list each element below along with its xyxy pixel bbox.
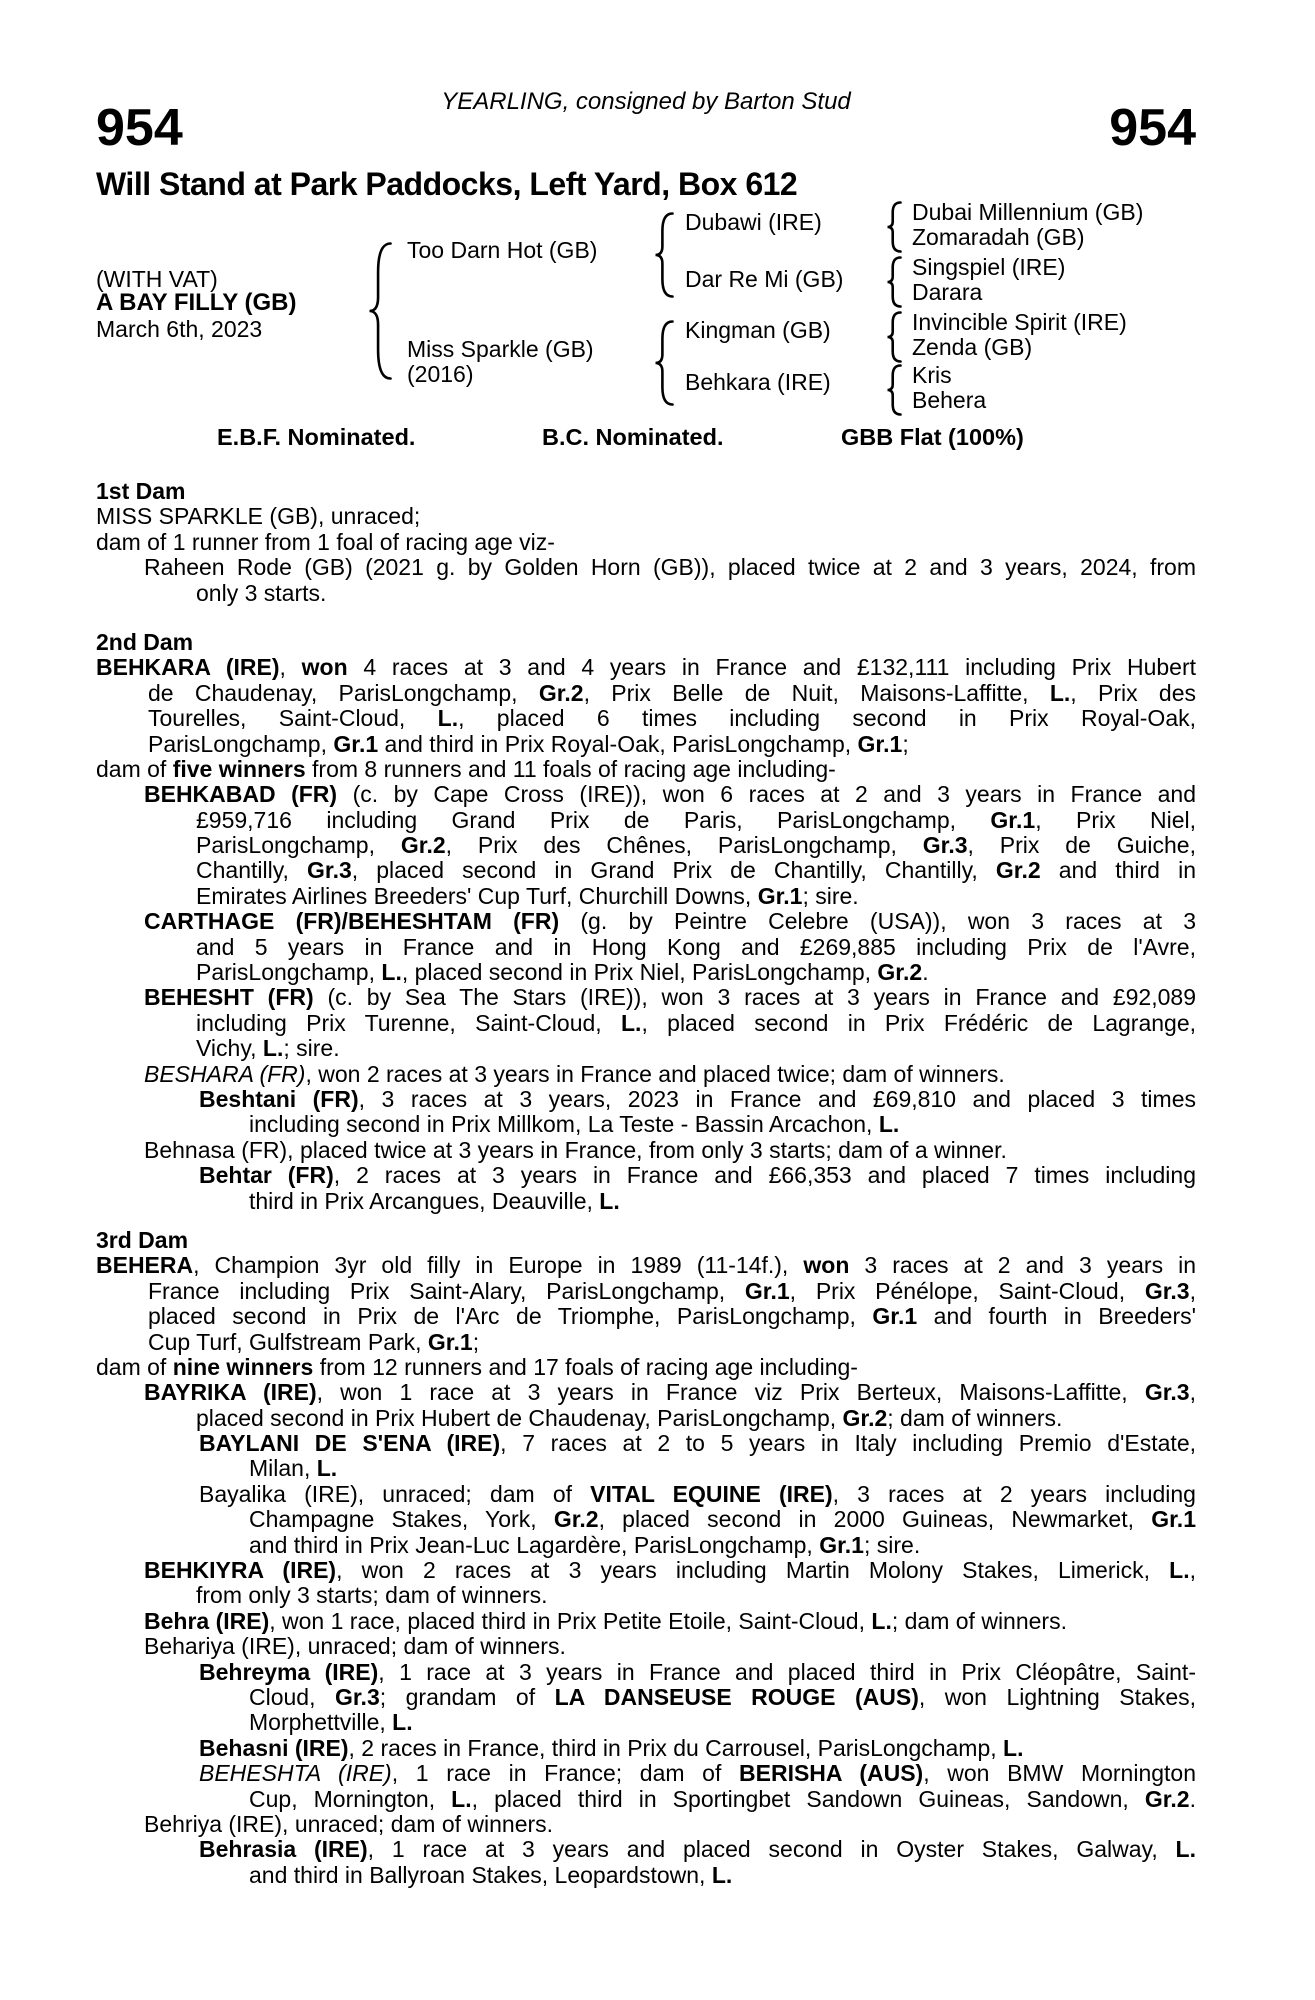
dam-section-heading: 1st Dam [96,478,186,504]
pedigree-text-line: dam of 1 runner from 1 foal of racing age viz- [96,528,555,555]
gen2-dam-sire: Kingman (GB) [685,317,831,343]
pedigree-text-line: Raheen Rode (GB) (2021 g. by Golden Horn (GB)), placed twice at 2 and 3 years, 2024, from [144,554,1196,581]
pedigree-text-line: Cloud, Gr.3; grandam of LA DANSEUSE ROUGE (AUS), won Lightning Stakes, [249,1683,1197,1710]
pedigree-text-line: Bayalika (IRE), unraced; dam of VITAL EQUINE (IRE), 3 races at 2 years including [199,1480,1196,1507]
pedigree-text-line: and third in Ballyroan Stakes, Leopardstown, L. [249,1861,733,1888]
pedigree-text-line: only 3 starts. [196,579,327,606]
nominations-line [0,424,1315,450]
pedigree-text-line: Milan, L. [249,1455,338,1482]
pedigree-brace-icon [886,311,902,363]
lot-number-right: 954 [1109,99,1196,157]
pedigree-text-line: third in Prix Arcangues, Deauville, L. [249,1187,620,1214]
gen3-name: Zomaradah (GB) [912,224,1085,250]
pedigree-brace-icon [886,201,902,253]
subject-foaling-date: March 6th, 2023 [96,316,263,342]
pedigree-text-line: France including Prix Saint-Alary, ParisLongchamp, Gr.1, Prix Pénélope, Saint-Cloud, Gr.3, [148,1277,1196,1304]
dam-section-heading: 2nd Dam [96,628,194,655]
dam-section-heading: 3rd Dam [96,1226,189,1253]
pedigree-brace-icon [886,256,902,308]
pedigree-text-line: Vichy, L.; sire. [196,1035,340,1062]
pedigree-text-line: de Chaudenay, ParisLongchamp, Gr.2, Prix Belle de Nuit, Maisons-Laffitte, L., Prix des [148,679,1196,706]
gbb-nomination: GBB Flat (100%) [841,424,1024,450]
pedigree-text-line: Morphettville, L. [249,1709,413,1736]
consignor-line: YEARLING, consigned by Barton Stud [441,88,851,115]
gen3-name: Singspiel (IRE) [912,254,1066,280]
pedigree-text-line: Behrasia (IRE), 1 race at 3 years and placed second in Oyster Stakes, Galway, L. [199,1836,1196,1863]
pedigree-text-line: Behnasa (FR), placed twice at 3 years in France, from only 3 starts; dam of a winner. [144,1136,1007,1163]
pedigree-text-line: Cup, Mornington, L., placed third in Sportingbet Sandown Guineas, Sandown, Gr.2. [249,1785,1196,1812]
pedigree-text-line: £959,716 including Grand Prix de Paris, ParisLongchamp, Gr.1, Prix Niel, [196,806,1196,833]
gen3-name: Zenda (GB) [912,334,1033,360]
pedigree-text-line: Behra (IRE), won 1 race, placed third in Prix Petite Etoile, Saint-Cloud, L.; dam of winners. [144,1607,1067,1634]
pedigree-text-line: Behriya (IRE), unraced; dam of winners. [144,1810,554,1837]
pedigree-text-line: Behasni (IRE), 2 races in France, third in Prix du Carrousel, ParisLongchamp, L. [199,1734,1024,1761]
dam-name: Miss Sparkle (GB) [407,336,594,362]
pedigree-text-line: BEHKARA (IRE), won 4 races at 3 and 4 years in France and £132,111 including Prix Hubert [96,654,1197,681]
pedigree-text-line: CARTHAGE (FR)/BEHESHTAM (FR) (g. by Peintre Celebre (USA)), won 3 races at 3 [144,908,1197,935]
stand-location: Will Stand at Park Paddocks, Left Yard, Box 612 [96,166,798,202]
pedigree-text-line: BEHERA, Champion 3yr old filly in Europe in 1989 (11-14f.), won 3 races at 2 and 3 years in [96,1252,1197,1279]
pedigree-text-line: dam of nine winners from 12 runners and 17 foals of racing age including- [96,1353,858,1380]
pedigree-text-line: and third in Prix Jean-Luc Lagardère, ParisLongchamp, Gr.1; sire. [249,1531,921,1558]
sire-name: Too Darn Hot (GB) [407,237,598,263]
pedigree-text-line: ParisLongchamp, Gr.2, Prix des Chênes, ParisLongchamp, Gr.3, Prix de Guiche, [196,832,1196,859]
subject-name: A BAY FILLY (GB) [96,289,297,316]
dam-year: (2016) [407,361,474,387]
pedigree-text-line: Tourelles, Saint-Cloud, L., placed 6 times including second in Prix Royal-Oak, [148,705,1196,732]
bc-nomination: B.C. Nominated. [542,424,724,450]
pedigree-text-line: Behtar (FR), 2 races at 3 years in France and £66,353 and placed 7 times including [199,1162,1196,1189]
gen2-sire-sire: Dubawi (IRE) [685,209,822,235]
gen3-name: Dubai Millennium (GB) [912,199,1144,225]
gen3-name: Darara [912,279,983,305]
vat-note: (WITH VAT) [96,266,218,292]
pedigree-text-line: Behariya (IRE), unraced; dam of winners. [144,1633,566,1660]
ebf-nomination: E.B.F. Nominated. [217,424,416,450]
pedigree-text-line: and 5 years in France and in Hong Kong and £269,885 including Prix de l'Avre, [196,933,1196,960]
lot-number-left: 954 [96,99,183,157]
pedigree-text-line: ParisLongchamp, Gr.1 and third in Prix Royal-Oak, ParisLongchamp, Gr.1; [148,730,909,757]
pedigree-text-line: ParisLongchamp, L., placed second in Prix Niel, ParisLongchamp, Gr.2. [196,959,929,986]
pedigree-text-line: Beshtani (FR), 3 races at 3 years, 2023 in France and £69,810 and placed 3 times [199,1085,1196,1112]
pedigree-text-line: Champagne Stakes, York, Gr.2, placed second in 2000 Guineas, Newmarket, Gr.1 [249,1506,1196,1533]
gen2-dam-dam: Behkara (IRE) [685,369,831,395]
pedigree-brace-icon [654,320,674,406]
pedigree-text-line: Cup Turf, Gulfstream Park, Gr.1; [148,1328,480,1355]
gen2-sire-dam: Dar Re Mi (GB) [685,266,844,292]
pedigree-brace-icon [654,212,674,298]
pedigree-text-line: Emirates Airlines Breeders' Cup Turf, Churchill Downs, Gr.1; sire. [196,882,859,909]
dam-sections [96,479,1196,1888]
pedigree-text-line: BEHKIYRA (IRE), won 2 races at 3 years including Martin Molony Stakes, Limerick, L., [144,1557,1196,1584]
pedigree-text-line: Chantilly, Gr.3, placed second in Grand Prix de Chantilly, Chantilly, Gr.2 and third in [196,857,1196,884]
pedigree-text-line: placed second in Prix Hubert de Chaudenay, ParisLongchamp, Gr.2; dam of winners. [196,1404,1063,1431]
pedigree-text-line: placed second in Prix de l'Arc de Triomphe, ParisLongchamp, Gr.1 and fourth in Breeders' [148,1303,1196,1330]
gen3-name: Kris [912,362,952,388]
gen3-name: Behera [912,387,987,413]
pedigree-text-line: BESHARA (FR), won 2 races at 3 years in France and placed twice; dam of winners. [144,1060,1005,1087]
gen3-name: Invincible Spirit (IRE) [912,309,1127,335]
pedigree-text-line: including second in Prix Millkom, La Teste - Bassin Arcachon, L. [249,1111,900,1138]
pedigree-text-line: BEHKABAD (FR) (c. by Cape Cross (IRE)), won 6 races at 2 and 3 years in France and [144,781,1196,808]
pedigree-brace-icon [368,242,392,380]
pedigree-text-line: dam of five winners from 8 runners and 11 foals of racing age including- [96,755,836,782]
pedigree-text-line: Behreyma (IRE), 1 race at 3 years in France and placed third in Prix Cléopâtre, Saint- [199,1658,1196,1685]
pedigree-text-line: including Prix Turenne, Saint-Cloud, L., placed second in Prix Frédéric de Lagrange, [196,1009,1196,1036]
pedigree-text-line: BEHESHT (FR) (c. by Sea The Stars (IRE)), won 3 races at 3 years in France and £92,089 [144,984,1196,1011]
pedigree-text-line: MISS SPARKLE (GB), unraced; [96,503,421,530]
pedigree-text-line: from only 3 starts; dam of winners. [196,1582,548,1609]
pedigree-text-line: BAYRIKA (IRE), won 1 race at 3 years in France viz Prix Berteux, Maisons-Laffitte, Gr.3, [144,1379,1196,1406]
pedigree-text-line: BAYLANI DE S'ENA (IRE), 7 races at 2 to 5 years in Italy including Premio d'Estate, [199,1430,1197,1457]
pedigree-brace-icon [886,364,902,416]
pedigree-text-line: BEHESHTA (IRE), 1 race in France; dam of BERISHA (AUS), won BMW Mornington [199,1760,1197,1787]
